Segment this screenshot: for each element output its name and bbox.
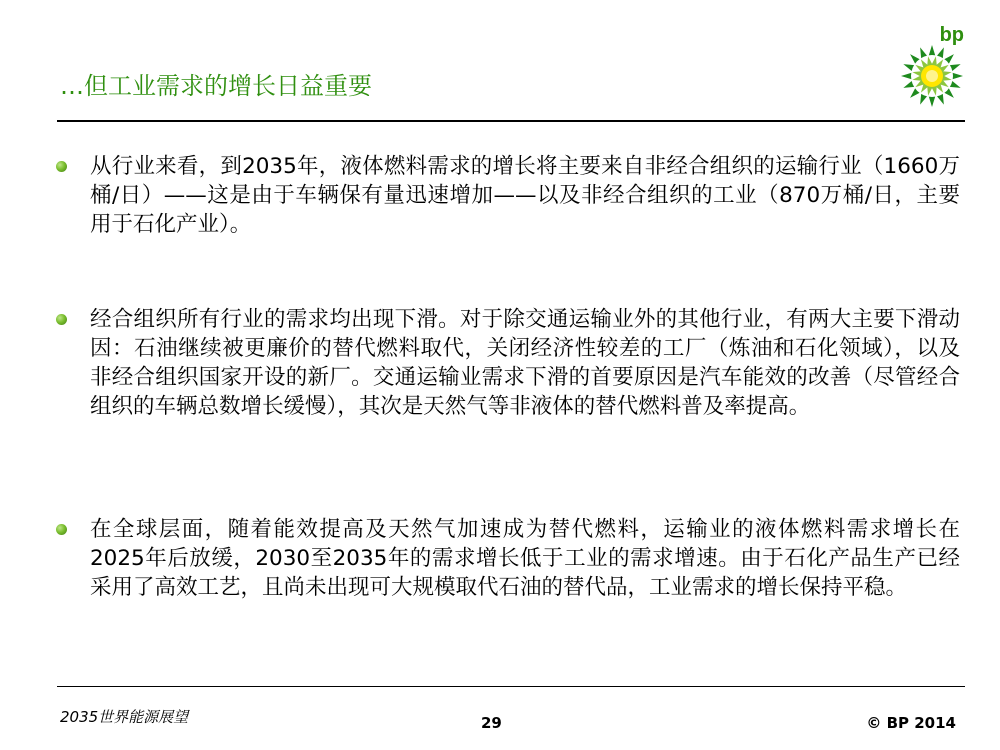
bullet-text: 从行业来看，到2035年，液体燃料需求的增长将主要来自非经合组织的运输行业（1660万桶/日）——这是由于车辆保有量迅速增加——以及非经合组织的工业（870万桶/日，主要用于石化产业）。	[90, 154, 960, 237]
footer-copyright: © BP 2014	[866, 714, 956, 732]
bullet-text: 在全球层面，随着能效提高及天然气加速成为替代燃料，运输业的液体燃料需求增长在2025年后放缓，2030至2035年的需求增长低于工业的需求增速。由于石化产品生产已经采用了高效工艺，且尚未出现可大规模取代石油的替代品，工业需求的增长保持平稳。	[90, 517, 960, 600]
bullet-item	[90, 152, 960, 239]
bullet-item	[90, 515, 960, 602]
footer-report-name: 2035世界能源展望	[60, 708, 189, 726]
footer-divider	[57, 686, 965, 687]
bullet-text: 经合组织所有行业的需求均出现下滑。对于除交通运输业外的其他行业，有两大主要下滑动因：石油继续被更廉价的替代燃料取代，关闭经济性较差的工厂（炼油和石化领域），以及非经合组织国家开设的新厂。交通运输业需求下滑的首要原因是汽车能效的改善（尽管经合组织的车辆总数增长缓慢），其次是天然气等非液体的替代燃料普及率提高。	[90, 307, 960, 419]
slide-title: …但工业需求的增长日益重要	[60, 72, 372, 100]
bullet-item	[90, 305, 960, 421]
bp-logo-text: bp	[939, 24, 964, 46]
bullet-dot-icon	[56, 314, 67, 325]
bullet-dot-icon	[56, 524, 67, 535]
page-number: 29	[481, 714, 502, 732]
bullet-dot-icon	[56, 161, 67, 172]
